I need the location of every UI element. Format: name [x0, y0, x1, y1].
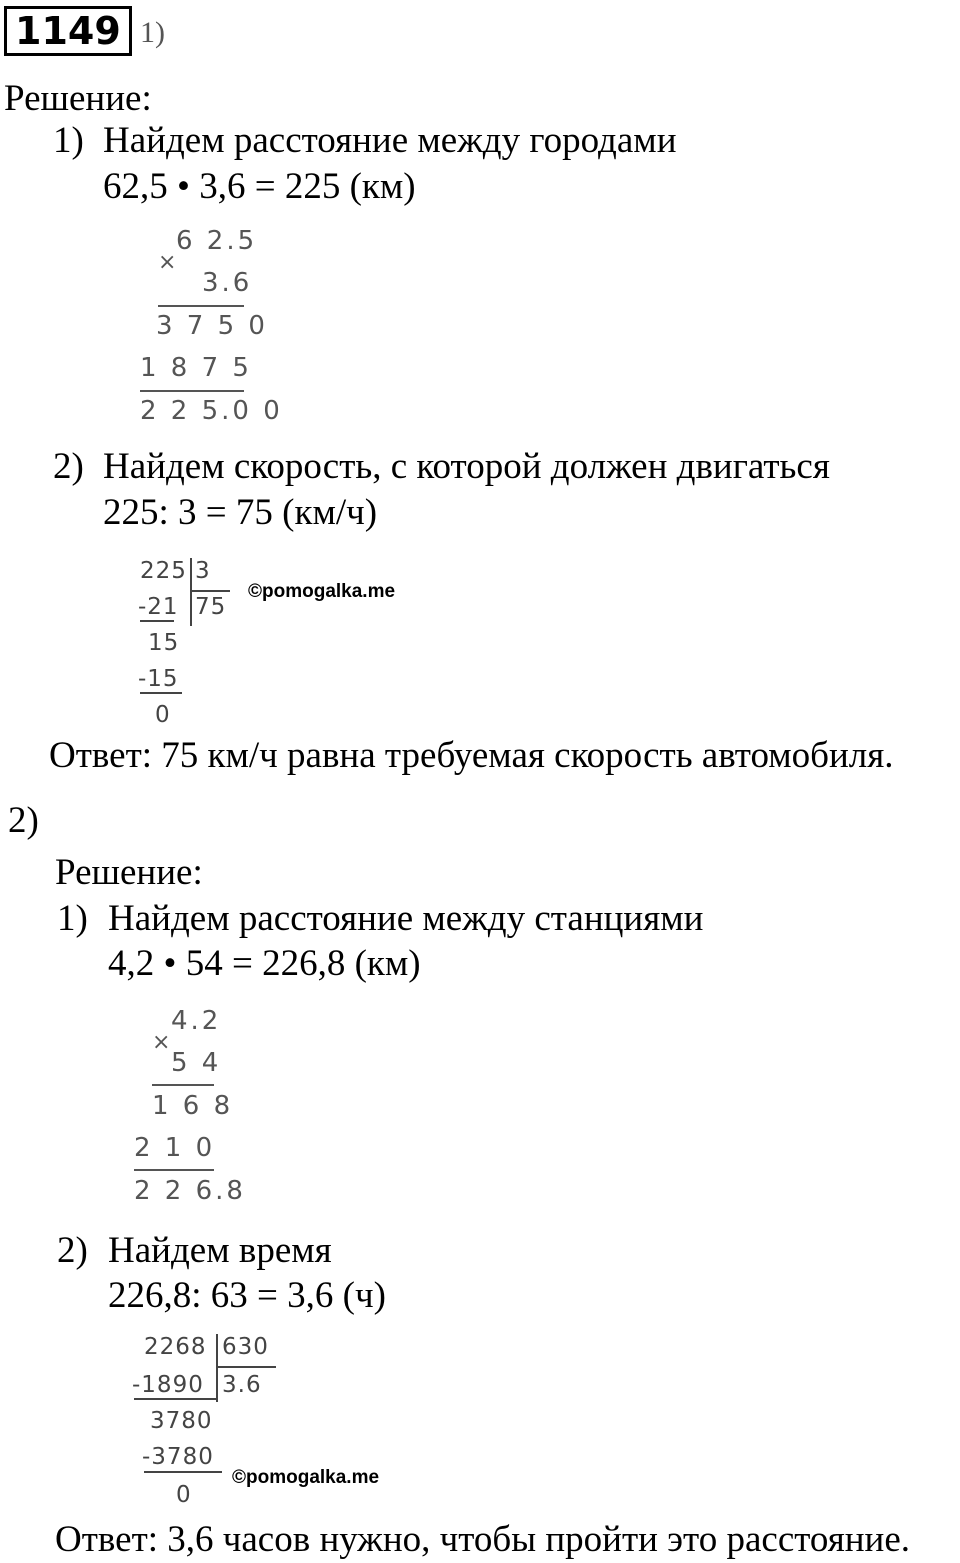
part2-step2-formula: 226,8: 63 = 3,6 (ч) [108, 1275, 386, 1316]
div-remainder1: 3780 [150, 1408, 213, 1434]
div-subtract1: -21 [138, 594, 179, 620]
part2-step1-number: 1) [57, 898, 88, 939]
mult-line-2 [134, 1169, 214, 1171]
mult-result: 2 2 5.0 0 [140, 396, 283, 426]
div-dividend: 2268 [144, 1334, 207, 1360]
mult-partial1: 1 6 8 [152, 1091, 234, 1121]
multiply-sign: × [152, 1030, 171, 1055]
mult-factor2: 3.6 [202, 268, 253, 298]
div-subtract2: -15 [138, 666, 179, 692]
watermark: ©pomogalka.me [232, 1467, 380, 1488]
multiply-sign: × [158, 250, 177, 275]
mult-factor1: 4.2 [171, 1006, 222, 1036]
mult-partial2: 2 1 0 [134, 1133, 216, 1163]
div-vertical-line [216, 1334, 218, 1402]
div-line-1 [134, 1398, 216, 1400]
div-divisor: 3 [195, 558, 211, 584]
mult-line-1 [152, 1084, 214, 1086]
part1-step2-formula: 225: 3 = 75 (км/ч) [103, 492, 378, 533]
div-line-2 [140, 692, 182, 694]
part1-answer: Ответ: 75 км/ч равна требуемая скорость автомобиля. [49, 735, 894, 776]
part1-label-small: 1) [140, 16, 165, 49]
div-subtract2: -3780 [142, 1444, 214, 1470]
div-dividend: 225 [140, 558, 187, 584]
div-divisor-line [190, 590, 230, 592]
mult-line-1 [158, 305, 244, 307]
part2-step1-formula: 4,2 • 54 = 226,8 (км) [108, 943, 421, 984]
mult-result: 2 2 6.8 [134, 1176, 246, 1206]
part1-step1-number: 1) [53, 120, 84, 161]
part2-solution-title: Решение: [55, 852, 203, 893]
part1-step1-text: Найдем расстояние между городами [103, 120, 677, 161]
div-divisor-line [216, 1366, 276, 1368]
part2-answer: Ответ: 3,6 часов нужно, чтобы пройти это расстояние. [55, 1519, 911, 1560]
div-divisor: 630 [222, 1334, 269, 1360]
part2-step1-text: Найдем расстояние между станциями [108, 898, 704, 939]
part2-step2-text: Найдем время [108, 1230, 332, 1271]
mult-factor1: 6 2.5 [176, 226, 258, 256]
div-line-2 [144, 1471, 222, 1473]
part2-step2-number: 2) [57, 1230, 88, 1271]
part1-step2-text: Найдем скорость, с которой должен двигаться [103, 446, 830, 487]
part1-step2-number: 2) [53, 446, 84, 487]
div-remainder1: 15 [148, 630, 180, 656]
div-remainder2: 0 [176, 1482, 192, 1508]
mult-factor2: 5 4 [171, 1048, 222, 1078]
div-vertical-line [190, 558, 192, 626]
div-line-1 [140, 620, 174, 622]
problem-number-box: 1149 [4, 6, 132, 56]
mult-partial1: 3 7 5 0 [156, 311, 268, 341]
div-quotient: 75 [195, 594, 227, 620]
part2-label: 2) [8, 800, 39, 841]
part1-step1-formula: 62,5 • 3,6 = 225 (км) [103, 166, 416, 207]
watermark: ©pomogalka.me [248, 581, 396, 602]
div-subtract1: -1890 [132, 1372, 204, 1398]
div-quotient: 3.6 [222, 1372, 262, 1398]
part1-solution-title: Решение: [4, 78, 152, 119]
div-remainder2: 0 [155, 702, 171, 728]
mult-partial2: 1 8 7 5 [140, 353, 252, 383]
mult-line-2 [140, 390, 244, 392]
